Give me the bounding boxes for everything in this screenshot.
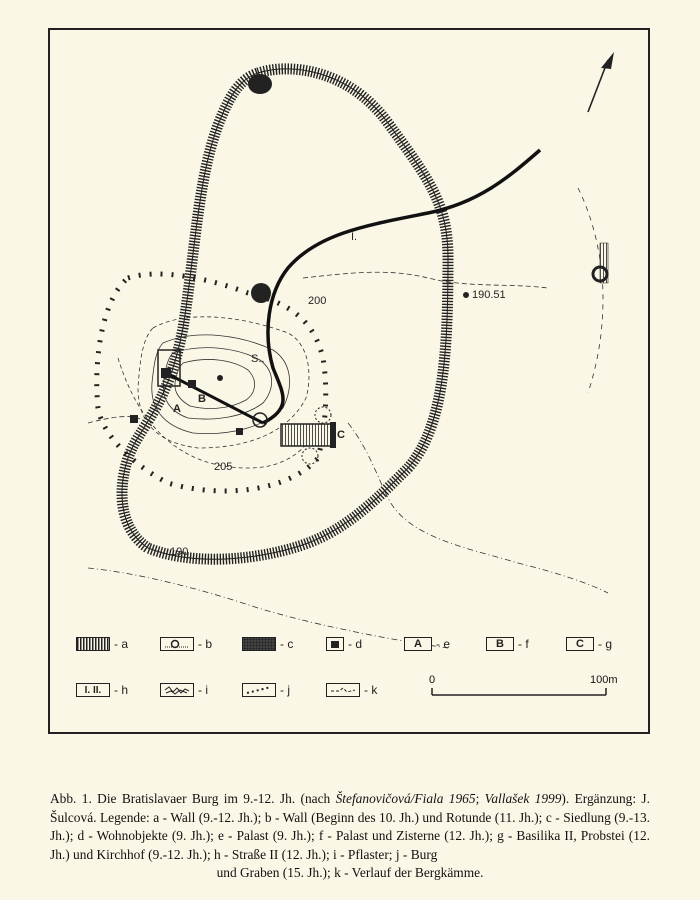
scale-start-label: 0 <box>429 674 436 686</box>
contour-label-s: S.. <box>251 353 265 365</box>
figure-caption: Abb. 1. Die Bratislavaer Burg im 9.-12. Jh. (nach Štefanovičová/Fiala 1965; Vallašek 1999). Ergänzung: J. Šulcová. Legende: a - Wall (9.-12. Jh.); b - Wall (Beginn des 10. Jh.) und Rotunde (11. Jh.); c - Siedlung (9.-13. Jh.); d - Wohnobjekte (9. Jh.); e - Palast (9. Jh.); f - Palast und Zisterne (12. Jh.); g - Basilika II, Probstei (12. Jh.) und Kirchhof (9.-12. Jh.); h - Straße II (12. Jh.); i - Pflaster; j - Burg und Graben (15. Jh.); k - Verlauf der Bergkämme. <box>50 791 650 880</box>
road-i <box>263 150 540 423</box>
legend-item-c: - c <box>242 637 293 651</box>
legend-item-i: - i <box>160 683 208 697</box>
scale-bar <box>432 688 606 695</box>
legend-item-k: - k <box>326 683 377 697</box>
castle-moat-icon <box>242 683 276 697</box>
contour-lines <box>88 188 608 648</box>
site-map <box>48 28 650 734</box>
pavement-icon <box>160 683 194 697</box>
dwelling-square <box>188 380 196 388</box>
elevation-label: 190.51 <box>472 289 506 301</box>
rampart-hatch-icon <box>76 637 110 651</box>
legend-item-f: B - f <box>486 637 529 651</box>
reference-1: Štefanovičová/Fiala 1965 <box>335 791 476 806</box>
reference-2: Vallašek 1999 <box>484 791 562 806</box>
castle-moat <box>97 274 326 491</box>
road-label: I. <box>351 231 358 243</box>
settlement-dots-icon <box>242 637 276 651</box>
wall-rotunda-icon <box>160 637 194 651</box>
basilica-building <box>281 424 331 446</box>
legend-item-d: - d <box>326 637 362 651</box>
contour-label-205: 205 <box>214 461 233 473</box>
legend-item-h: I. II. - h <box>76 683 128 697</box>
contour-label-200: 200 <box>308 295 327 307</box>
scale-end-label: 100m <box>590 674 618 686</box>
legend-item-g: C - g <box>566 637 612 651</box>
legend-item-e: A - e <box>404 637 450 651</box>
label-b: B <box>198 393 206 405</box>
settlement-west <box>251 283 271 303</box>
label-a: A <box>173 403 181 415</box>
letter-box-icon: C <box>566 637 594 651</box>
settlement-north <box>248 74 272 94</box>
contour-label-190: 190 <box>170 546 189 558</box>
legend-item-a: - a <box>76 637 128 651</box>
legend-item-b: - b <box>160 637 212 651</box>
label-c: C <box>337 429 345 441</box>
north-arrow <box>588 52 614 112</box>
dwelling-square-icon <box>326 637 344 651</box>
legend-item-j: - j <box>242 683 290 697</box>
ridge-line-icon <box>326 683 360 697</box>
road-numbers-icon: I. II. <box>76 683 110 697</box>
letter-box-icon: A <box>404 637 432 651</box>
letter-box-icon: B <box>486 637 514 651</box>
